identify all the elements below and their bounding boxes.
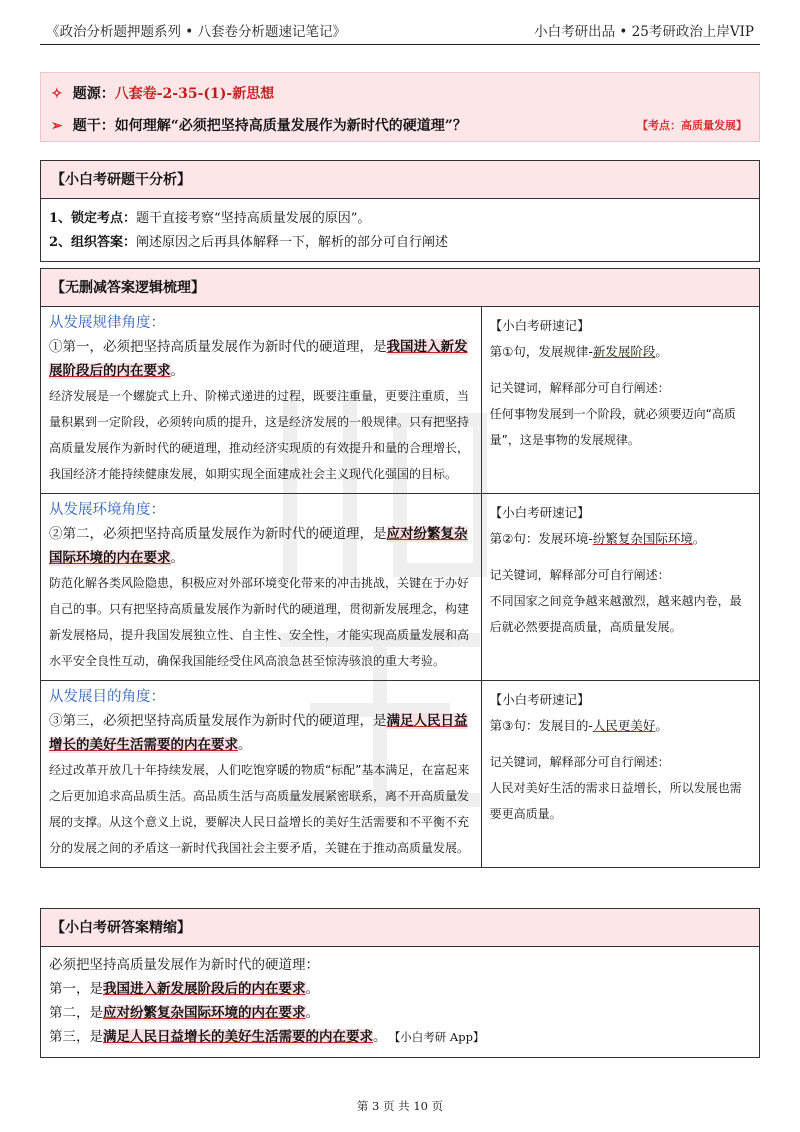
memo-text: 任何事物发展到一个阶段，就必须要迈向“高质量”，这是事物的发展规律。 [489,407,736,447]
section-lead: ③第三，必须把坚持高质量发展作为新时代的硬道理，是满足人民日益增长的美好生活需要的内在要求。 [49,713,468,753]
logic-table [40,268,760,868]
memo-cell [481,681,759,868]
question-box [40,72,760,142]
section-heading: 从发展目的角度： [49,689,165,705]
condensed-answer-box [40,908,760,1058]
memo-text: 人民对美好生活的需求日益增长，所以发展也需要更高质量。 [489,781,742,821]
memo-cell [481,494,759,681]
logic-main-cell [41,307,482,494]
memo-title: 【小白考研速记】 [489,692,590,707]
question-source-label: 题源： [72,86,115,102]
question-stem-label: 题干： [72,118,115,134]
section-explanation: 防范化解各类风险隐患，积极应对外部环境变化带来的冲击挑战，关键在于办好自己的事。只有把坚持高质量发展作为新时代的硬道理，贯彻新发展理念，构建新发展格局，提升我国发展独立性、自主性、安全性，才能实现高质量发展和高水平安全良性互动，确保我国能经受住风高浪急甚至惊涛骇浪的重大考验。 [49,576,470,668]
memo-subtitle: 记关键词，解释部分可自行阐述： [489,755,670,769]
key-point-highlight: 满足人民日益增长的美好生活需要的内在要求 [49,713,468,753]
analysis-line-1: 1、锁定考点：题干直接考察“坚持高质量发展的原因”。 [49,211,371,226]
logic-title: 【无删减答案逻辑梳理】 [41,269,760,307]
analysis-body [41,199,760,262]
question-stem-row [51,115,749,135]
analysis-line-2: 2、组织答案：阐述原因之后再具体解释一下，解析的部分可自行阐述 [49,235,449,250]
memo-title: 【小白考研速记】 [489,505,590,520]
answer-item: 第三，是满足人民日益增长的美好生活需要的内在要求。 【小白考研 App】 [49,1029,485,1045]
publisher-label: 小白考研出品 • 25考研政治上岸VIP [534,24,754,40]
question-source: 八套卷-2-35-(1)-新思想 [114,86,275,102]
memo-subtitle: 记关键词，解释部分可自行阐述： [489,568,670,582]
logic-main-cell [41,494,482,681]
logic-row [41,681,760,868]
section-explanation: 经过改革开放几十年持续发展，人们吃饱穿暖的物质“标配”基本满足，在富起来之后更加追求高品质生活。高品质生活与高质量发展紧密联系，离不开高质量发展的支撑。从这个意义上说，要解决人民日益增长的美好生活需要和不平衡不充分的发展之间的矛盾这一新时代我国社会主要矛盾，关键在于推动高质量发展。 [49,763,470,855]
diamond-bullet-icon: ✧ [51,86,63,102]
memo-keyword: 第②句：发展环境-纷繁复杂国际环境。 [489,531,706,546]
question-stem: 如何理解“必须把坚持高质量发展作为新时代的硬道理”？ [114,118,467,134]
section-lead: ②第二，必须把坚持高质量发展作为新时代的硬道理，是应对纷繁复杂国际环境的内在要求。 [49,526,468,566]
page-number: 第 3 页 共 10 页 [356,1099,444,1113]
section-heading: 从发展环境角度： [49,502,165,518]
analysis-box [40,160,760,262]
logic-row [41,307,760,494]
topic-tag: 【考点：高质量发展】 [637,119,747,132]
arrow-bullet-icon: ➢ [51,118,63,134]
answer-item: 第二，是应对纷繁复杂国际环境的内在要求。 [49,1005,319,1021]
document-series-title: 《政治分析题押题系列 • 八套卷分析题速记笔记》 [46,24,347,40]
logic-row [41,494,760,681]
answer-title: 【小白考研答案精缩】 [41,909,760,947]
section-heading: 从发展规律角度： [49,315,165,331]
answer-body [41,947,760,1058]
logic-main-cell [41,681,482,868]
key-point-highlight: 应对纷繁复杂国际环境的内在要求 [49,526,468,566]
answer-intro: 必须把坚持高质量发展作为新时代的硬道理： [49,957,319,973]
header-divider [40,44,760,45]
memo-subtitle: 记关键词，解释部分可自行阐述： [489,381,670,395]
memo-text: 不同国家之间竞争越来越激烈，越来越内卷，最后就必然要提高质量，高质量发展。 [489,594,742,634]
memo-keyword: 第①句，发展规律-新发展阶段。 [489,344,668,359]
analysis-title: 【小白考研题干分析】 [41,161,760,199]
answer-item: 第一，是我国进入新发展阶段后的内在要求。 [49,981,319,997]
section-explanation: 经济发展是一个螺旋式上升、阶梯式递进的过程，既要注重量，更要注重质，当量积累到一定阶段，必须转向质的提升，这是经济发展的一般规律。只有把坚持高质量发展作为新时代的硬道理，推动经济实现质的有效提升和量的合理增长，我国经济才能持续健康发展，如期实现全面建成社会主义现代化强国的目标。 [49,389,470,481]
question-source-row [51,83,749,103]
key-point-highlight: 我国进入新发展阶段后的内在要求 [49,339,468,379]
memo-keyword: 第③句：发展目的-人民更美好。 [489,718,668,733]
memo-cell [481,307,759,494]
memo-title: 【小白考研速记】 [489,318,590,333]
app-mark: 【小白考研 App】 [394,1030,485,1044]
section-lead: ①第一，必须把坚持高质量发展作为新时代的硬道理，是我国进入新发展阶段后的内在要求。 [49,339,468,379]
